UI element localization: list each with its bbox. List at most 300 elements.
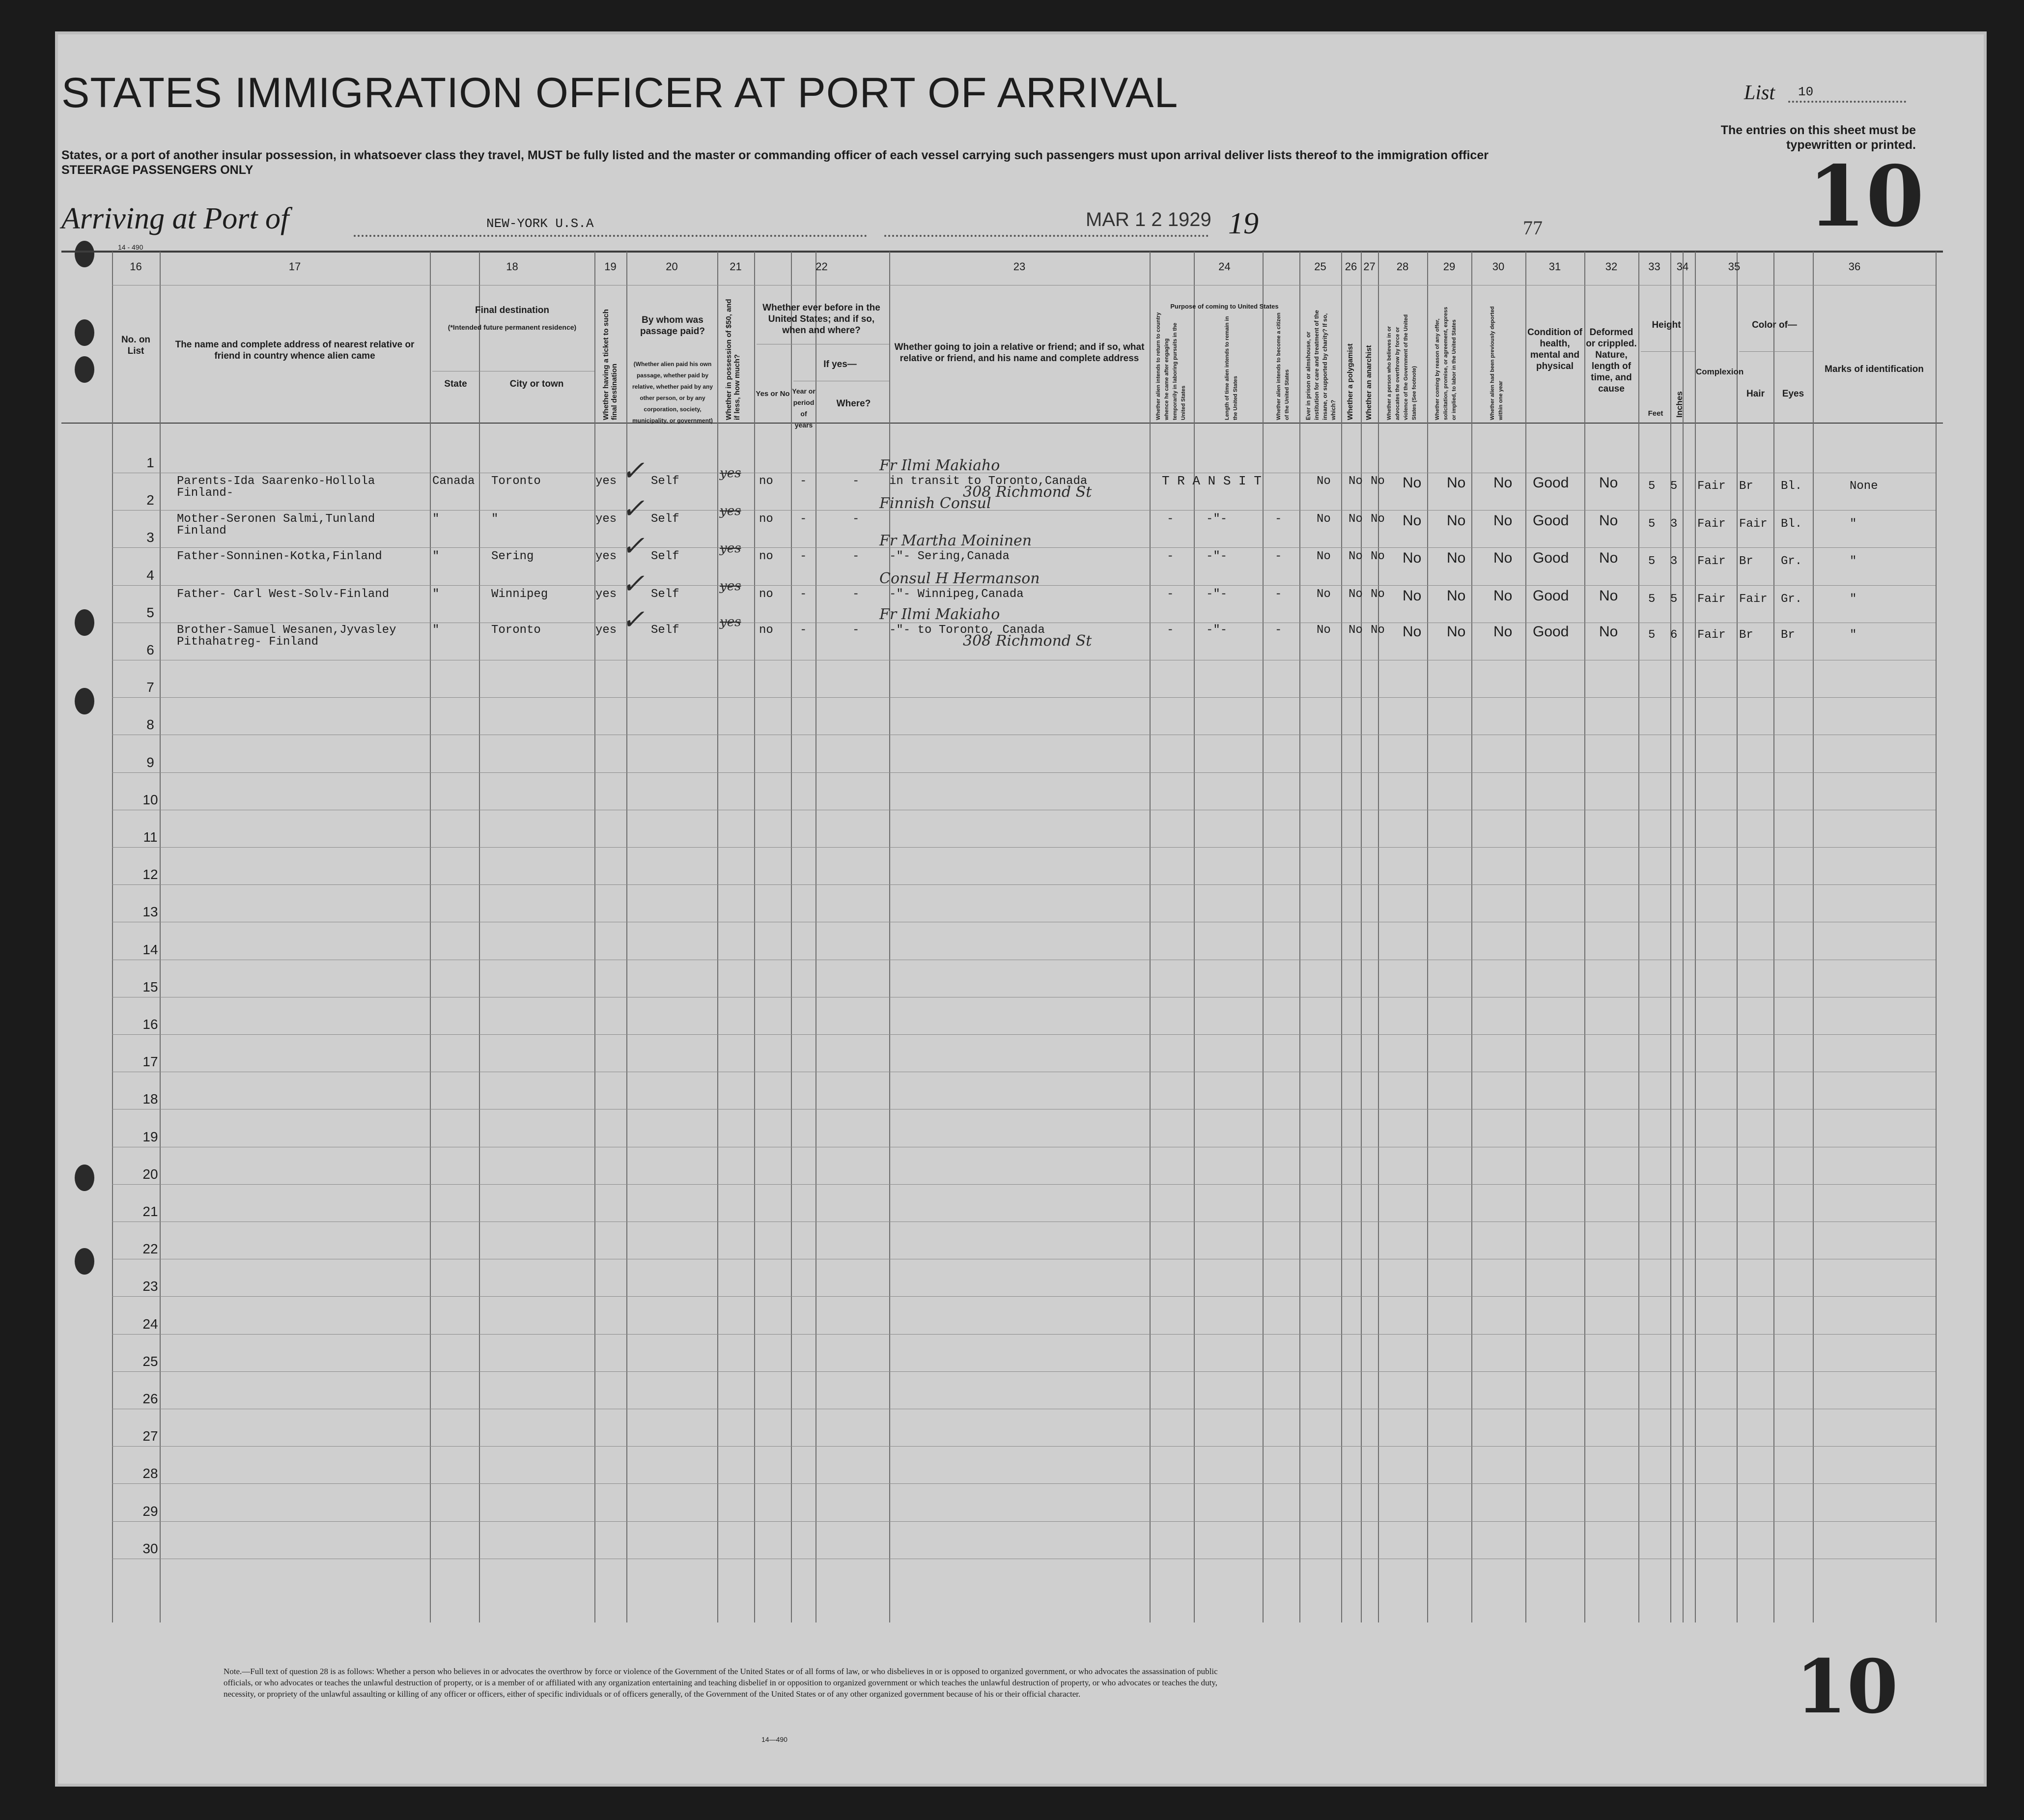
eye-color: Br — [1781, 628, 1795, 642]
column-number-25: 25 — [1314, 260, 1326, 273]
complexion-value: Fair — [1697, 480, 1726, 493]
join-relative-address: 308 Richmond St — [963, 632, 1092, 650]
port-of-arrival: NEW-YORK U.S.A — [486, 216, 594, 231]
row-number: 11 — [143, 829, 158, 845]
before-year: - — [800, 475, 807, 488]
row-number: 13 — [142, 904, 158, 919]
purpose-return: - — [1167, 550, 1174, 563]
caption-purpose-length: Length of time alien intends to remain in the United States — [1224, 316, 1238, 420]
checkmark-icon: ✓ — [621, 455, 645, 487]
destination-state: " — [432, 624, 440, 637]
before-year: - — [800, 588, 807, 601]
relative-address: Mother-Seronen Salmi,Tunland — [177, 512, 375, 526]
purpose-citizen: - — [1275, 588, 1282, 601]
before-where: - — [852, 512, 860, 526]
page-title: STATES IMMIGRATION OFFICER AT PORT OF ARRIVAL — [61, 69, 1179, 116]
caption-join-relative: Whether going to join a relative or friend; and if so, what relative or friend, and his name and complete address — [894, 342, 1145, 364]
checkmark-icon: ✓ — [621, 604, 645, 636]
column-number-21: 21 — [730, 260, 742, 273]
year-prefix: 19 — [1228, 207, 1259, 240]
column-number-23: 23 — [1013, 260, 1026, 273]
column-number-24: 24 — [1218, 260, 1231, 273]
row-number: 12 — [142, 867, 158, 882]
before-year: - — [800, 550, 807, 563]
row-number: 2 — [146, 492, 154, 508]
row-number: 3 — [146, 530, 154, 545]
sheet-number-stamp: 10 — [1808, 147, 1924, 246]
caption-nearest-relative: The name and complete address of nearest relative or friend in country whence alien came — [175, 340, 415, 361]
complexion-value: Fair — [1697, 517, 1726, 531]
table-header-rule — [61, 423, 1943, 424]
polygamist-value: No — [1349, 550, 1363, 563]
deported-value: No — [1493, 512, 1513, 529]
header-instructions: States, or a port of another insular possession, in whatsoever class they travel, MUST be fully listed and the master or commanding officer of each vessel carrying such passengers must upon arrival deliver lists thereof to the immigration officer — [61, 148, 1489, 162]
caption-fifty-dollars: Whether in possession of $50, and if less, how much? — [725, 299, 741, 420]
ticket-value: yes — [595, 475, 617, 488]
caption-year-period: Year or period of years — [792, 387, 815, 429]
before-in-us: no — [759, 624, 773, 637]
destination-city: Toronto — [491, 475, 541, 488]
list-number: 10 — [1798, 85, 1814, 99]
caption-color-of: Color of— — [1752, 320, 1797, 330]
column-rule — [1737, 252, 1738, 1622]
form-code: 14 - 490 — [118, 243, 143, 251]
passenger-class: STEERAGE PASSENGERS ONLY — [61, 163, 253, 177]
row-number: 5 — [146, 605, 154, 620]
row-number: 24 — [142, 1316, 158, 1332]
eye-color: Bl. — [1781, 517, 1802, 531]
polygamist-value: No — [1349, 624, 1363, 637]
deformed-value: No — [1599, 588, 1618, 604]
checkmark-icon: ✓ — [621, 530, 645, 562]
column-number-19: 19 — [604, 260, 617, 273]
column-rule — [1150, 252, 1151, 1622]
destination-state: " — [432, 512, 440, 526]
row-number: 29 — [142, 1504, 158, 1519]
column-rule — [1936, 252, 1937, 1622]
row-rule — [112, 884, 1936, 885]
column-number-33: 33 — [1648, 260, 1660, 273]
identification-marks: " — [1850, 517, 1857, 531]
caption-overthrow: Whether a person who believes in or advocates the overthrow by force or violence of the Government of the United States (See footnote) — [1386, 314, 1417, 420]
identification-marks: None — [1850, 480, 1878, 493]
table-top-rule — [61, 251, 1943, 253]
column-number-18: 18 — [506, 260, 518, 273]
row-number: 28 — [142, 1466, 158, 1481]
destination-state: " — [432, 550, 440, 563]
caption-marks: Marks of identification — [1825, 364, 1924, 374]
row-number: 17 — [142, 1054, 158, 1069]
column-number-35: 35 — [1728, 260, 1741, 273]
row-rule — [112, 1446, 1936, 1447]
caption-before-in-us: Whether ever before in the United States; and if so, when and where? — [762, 303, 880, 336]
join-relative-typed: -"- to Toronto, Canada — [889, 624, 1045, 637]
row-rule — [112, 1521, 1936, 1522]
before-in-us: no — [759, 588, 773, 601]
row-number: 23 — [142, 1279, 158, 1294]
column-number-22: 22 — [815, 260, 828, 273]
column-rule — [112, 252, 113, 1622]
money-value: yes — [720, 579, 741, 594]
caption-purpose-return: Whether alien intends to return to country whence he came after engaging temporarily in laboring pursuits in the United States — [1155, 312, 1186, 420]
passage-paid-by: Self — [651, 512, 679, 526]
checkmark-icon: ✓ — [621, 568, 645, 600]
height-feet: 5 — [1648, 517, 1656, 531]
join-relative-typed: -"- Winnipeg,Canada — [889, 588, 1024, 601]
caption-prison: Ever in prison or almshouse, or institution for care and treatment of the insane, or supported by charity? If so, which? — [1305, 310, 1337, 420]
before-in-us: no — [759, 550, 773, 563]
destination-city: Sering — [491, 550, 534, 563]
anarchist-value: No — [1371, 475, 1385, 488]
height-inches: 6 — [1670, 628, 1678, 642]
binder-hole — [75, 319, 94, 346]
caption-hair: Hair — [1746, 389, 1765, 399]
checkmark-icon: ✓ — [621, 493, 645, 525]
caption-labor-offer: Whether coming by reason of any offer, solicitation, promise, or agreement, express or implied, to labor in the United States — [1434, 307, 1457, 420]
column-number-34: 34 — [1676, 260, 1689, 273]
binder-hole — [75, 688, 94, 714]
deported-value: No — [1493, 624, 1513, 640]
year-handwritten: 77 — [1523, 217, 1543, 239]
caption-passage-paid: By whom was passage paid? — [640, 315, 705, 337]
advocate-value: No — [1403, 588, 1422, 604]
column-rule — [1471, 252, 1472, 1622]
height-feet: 5 — [1648, 593, 1656, 606]
row-number: 27 — [142, 1428, 158, 1444]
before-where: - — [852, 550, 860, 563]
destination-state: " — [432, 588, 440, 601]
join-relative-handwritten: Fr Ilmi Makiaho — [879, 606, 1000, 623]
labor-offer-value: No — [1447, 512, 1466, 529]
identification-marks: " — [1850, 628, 1857, 642]
destination-city: Winnipeg — [491, 588, 548, 601]
before-where: - — [852, 475, 860, 488]
purpose-length: -"- — [1206, 512, 1228, 526]
before-in-us: no — [759, 512, 773, 526]
advocate-value: No — [1403, 550, 1422, 566]
purpose-return: - — [1167, 512, 1174, 526]
relative-country: Finland — [177, 524, 226, 538]
hair-color: Br — [1739, 480, 1753, 493]
labor-offer-value: No — [1447, 588, 1466, 604]
purpose-length: -"- — [1206, 588, 1228, 601]
health-value: Good — [1533, 550, 1569, 566]
binder-hole — [75, 1165, 94, 1191]
eye-color: Gr. — [1781, 593, 1802, 606]
column-rule — [1584, 252, 1585, 1622]
money-value: yes — [720, 541, 741, 556]
row-rule — [112, 847, 1936, 848]
purpose-citizen: - — [1275, 512, 1282, 526]
join-relative-handwritten: Consul H Hermanson — [879, 570, 1040, 587]
advocate-value: No — [1403, 475, 1422, 491]
row-number: 7 — [146, 680, 154, 695]
anarchist-value: No — [1371, 588, 1385, 601]
health-value: Good — [1533, 624, 1569, 640]
row-number: 8 — [146, 717, 154, 732]
join-relative-address: 308 Richmond St — [963, 483, 1092, 501]
relative-country: Pithahatreg- Finland — [177, 635, 319, 649]
column-rule — [1773, 252, 1774, 1622]
hair-color: Fair — [1739, 593, 1768, 606]
date-stamp: MAR 1 2 1929 — [1086, 209, 1211, 230]
column-number-29: 29 — [1443, 260, 1456, 273]
date-underline — [884, 235, 1209, 237]
purpose-return: - — [1167, 588, 1174, 601]
before-year: - — [800, 624, 807, 637]
eye-color: Gr. — [1781, 555, 1802, 568]
caption-polygamist: Whether a polygamist — [1346, 343, 1354, 420]
prison-value: No — [1317, 588, 1331, 601]
row-number: 1 — [146, 455, 154, 470]
column-number-17: 17 — [288, 260, 301, 273]
destination-state: Canada — [432, 475, 475, 488]
form-code-bottom: 14—490 — [761, 1735, 787, 1743]
caption-yes-no: Yes or No — [756, 390, 790, 398]
column-number-20: 20 — [666, 260, 678, 273]
join-relative-handwritten: Finnish Consul — [879, 495, 991, 512]
binder-hole — [75, 609, 94, 636]
deported-value: No — [1493, 475, 1513, 491]
column-rule — [1361, 252, 1362, 1622]
caption-ticket: Whether having a ticket to such final destination — [602, 309, 618, 420]
before-year: - — [800, 512, 807, 526]
column-rule — [430, 252, 431, 1622]
row-number: 18 — [142, 1091, 158, 1107]
money-value: yes — [720, 615, 741, 629]
column-number-36: 36 — [1848, 260, 1861, 273]
money-value: yes — [720, 504, 741, 518]
caption-feet: Feet — [1648, 409, 1663, 418]
row-number: 6 — [146, 642, 154, 657]
purpose-return: - — [1167, 624, 1174, 637]
labor-offer-value: No — [1447, 550, 1466, 566]
row-number: 4 — [146, 568, 154, 583]
binder-hole — [75, 241, 94, 267]
list-underline — [1788, 101, 1906, 103]
column-rule — [1813, 252, 1814, 1622]
column-number-31: 31 — [1548, 260, 1561, 273]
caption-anarchist: Whether an anarchist — [1365, 345, 1373, 420]
deformed-value: No — [1599, 550, 1618, 566]
row-rule — [112, 1296, 1936, 1297]
typewritten-instruction: The entries on this sheet must be typewritten or printed. — [1720, 123, 1916, 152]
column-number-30: 30 — [1492, 260, 1505, 273]
row-rule — [112, 772, 1936, 773]
header-inner-rule — [1739, 351, 1813, 352]
caption-final-destination: Final destination — [475, 305, 549, 315]
relative-address: Father- Carl West-Solv-Finland — [177, 588, 390, 601]
identification-marks: " — [1850, 555, 1857, 568]
deported-value: No — [1493, 588, 1513, 604]
row-rule — [112, 1034, 1936, 1035]
row-number: 19 — [142, 1129, 158, 1144]
caption-where: Where? — [836, 398, 871, 409]
polygamist-value: No — [1349, 475, 1363, 488]
column-rule — [815, 252, 816, 1622]
row-number: 15 — [142, 979, 158, 995]
height-feet: 5 — [1648, 480, 1656, 493]
list-label: List — [1744, 82, 1775, 104]
caption-complexion: Complexion — [1696, 367, 1744, 376]
caption-final-destination-note: (*Intended future permanent residence) — [448, 323, 577, 331]
column-number-27: 27 — [1363, 260, 1376, 273]
health-value: Good — [1533, 588, 1569, 604]
labor-offer-value: No — [1447, 624, 1466, 640]
row-number: 21 — [142, 1204, 158, 1219]
before-where: - — [852, 624, 860, 637]
relative-address: Father-Sonninen-Kotka,Finland — [177, 550, 382, 563]
purpose-citizen: - — [1275, 550, 1282, 563]
join-relative-typed: in transit to Toronto,Canada — [889, 475, 1088, 488]
row-number: 16 — [142, 1017, 158, 1032]
caption-inches: Inches — [1675, 391, 1684, 418]
row-number: 9 — [146, 755, 154, 770]
complexion-value: Fair — [1697, 593, 1726, 606]
join-relative-handwritten: Fr Ilmi Makiaho — [879, 457, 1000, 474]
row-rule — [112, 697, 1936, 698]
arriving-label: Arriving at Port of — [61, 202, 289, 235]
column-number-26: 26 — [1345, 260, 1357, 273]
anarchist-value: No — [1371, 550, 1385, 563]
before-in-us: no — [759, 475, 773, 488]
column-rule — [1299, 252, 1300, 1622]
hair-color: Br — [1739, 555, 1753, 568]
row-rule — [112, 1371, 1936, 1372]
column-rule — [1194, 252, 1195, 1622]
labor-offer-value: No — [1447, 475, 1466, 491]
passage-paid-by: Self — [651, 475, 679, 488]
destination-city: " — [491, 512, 499, 526]
ticket-value: yes — [595, 550, 617, 563]
sheet-number-stamp-bottom: 10 — [1796, 1644, 1898, 1730]
join-relative-handwritten: Fr Martha Moininen — [879, 532, 1032, 549]
deformed-value: No — [1599, 475, 1618, 491]
height-feet: 5 — [1648, 628, 1656, 642]
caption-city: City or town — [509, 379, 564, 389]
caption-no-on-list: No. on List — [121, 335, 151, 356]
column-rule — [754, 252, 755, 1622]
destination-city: Toronto — [491, 624, 541, 637]
header-inner-rule — [1641, 351, 1695, 352]
advocate-value: No — [1403, 512, 1422, 529]
row-rule — [112, 1184, 1936, 1185]
advocate-value: No — [1403, 624, 1422, 640]
relative-country: Finland- — [177, 486, 234, 500]
purpose-length: -"- — [1206, 550, 1228, 563]
row-rule — [112, 510, 1936, 511]
anarchist-value: No — [1371, 512, 1385, 526]
caption-height: Height — [1652, 320, 1681, 330]
before-where: - — [852, 588, 860, 601]
complexion-value: Fair — [1697, 628, 1726, 642]
caption-deformed: Deformed or crippled. Nature, length of time, and cause — [1586, 327, 1637, 394]
column-number-28: 28 — [1396, 260, 1409, 273]
anarchist-value: No — [1371, 624, 1385, 637]
column-rule — [1695, 252, 1696, 1622]
column-rule — [1341, 252, 1342, 1622]
column-rule — [1683, 252, 1684, 1622]
column-rule — [717, 252, 718, 1622]
column-rule — [1638, 252, 1639, 1622]
eye-color: Bl. — [1781, 480, 1802, 493]
relative-address: Brother-Samuel Wesanen,Jyvasley — [177, 624, 396, 637]
binder-hole — [75, 1248, 94, 1275]
column-rule — [1378, 252, 1379, 1622]
purpose-citizen: - — [1275, 624, 1282, 637]
binder-hole — [75, 356, 94, 383]
caption-purpose-citizen: Whether alien intends to become a citizen of the United States — [1276, 313, 1290, 420]
row-number: 30 — [142, 1541, 158, 1556]
height-inches: 3 — [1670, 517, 1678, 531]
purpose-length: -"- — [1206, 624, 1228, 637]
row-number: 25 — [142, 1354, 158, 1369]
column-rule — [1427, 252, 1428, 1622]
row-number: 14 — [142, 942, 158, 957]
caption-deported: Whether alien had been previously deported within one year — [1490, 306, 1504, 420]
row-rule — [112, 1483, 1936, 1484]
ticket-value: yes — [595, 588, 617, 601]
join-relative-typed: -"- Sering,Canada — [889, 550, 1010, 563]
caption-passage-note: (Whether alien paid his own passage, whether paid by relative, whether paid by any other person, or by any corporation, society, municipality, or government) — [632, 361, 713, 424]
caption-state: State — [444, 379, 467, 389]
height-inches: 5 — [1670, 480, 1678, 493]
row-rule — [112, 1334, 1936, 1335]
money-value: yes — [720, 466, 741, 481]
caption-health: Condition of health, mental and physical — [1527, 327, 1582, 371]
row-number: 20 — [142, 1166, 158, 1182]
column-rule — [479, 252, 480, 1622]
column-number-32: 32 — [1605, 260, 1618, 273]
ticket-value: yes — [595, 512, 617, 526]
column-rule — [1525, 252, 1526, 1622]
passage-paid-by: Self — [651, 624, 679, 637]
polygamist-value: No — [1349, 512, 1363, 526]
height-inches: 5 — [1670, 593, 1678, 606]
height-inches: 3 — [1670, 555, 1678, 568]
prison-value: No — [1317, 550, 1331, 563]
ticket-value: yes — [595, 624, 617, 637]
column-rule — [1670, 252, 1671, 1622]
row-number: 22 — [142, 1241, 158, 1256]
prison-value: No — [1317, 512, 1331, 526]
complexion-value: Fair — [1697, 555, 1726, 568]
relative-address: Parents-Ida Saarenko-Hollola — [177, 475, 375, 488]
polygamist-value: No — [1349, 588, 1363, 601]
purpose-transit: T R A N S I T — [1162, 474, 1262, 488]
deformed-value: No — [1599, 624, 1618, 640]
prison-value: No — [1317, 624, 1331, 637]
prison-value: No — [1317, 475, 1331, 488]
row-number: 26 — [142, 1391, 158, 1406]
deformed-value: No — [1599, 512, 1618, 529]
port-underline — [354, 235, 867, 237]
health-value: Good — [1533, 512, 1569, 529]
height-feet: 5 — [1648, 555, 1656, 568]
passage-paid-by: Self — [651, 588, 679, 601]
caption-if-yes: If yes— — [823, 359, 857, 370]
column-rule — [791, 252, 792, 1622]
hair-color: Fair — [1739, 517, 1768, 531]
hair-color: Br — [1739, 628, 1753, 642]
column-number-16: 16 — [130, 260, 142, 273]
column-rule — [594, 252, 595, 1622]
health-value: Good — [1533, 475, 1569, 491]
row-number: 10 — [142, 792, 158, 807]
passage-paid-by: Self — [651, 550, 679, 563]
caption-eyes: Eyes — [1782, 389, 1804, 399]
footnote: Note.—Full text of question 28 is as follows: Whether a person who believes in or advocates the overthrow by force or violence of the Government of the United States or of all forms of law, or who disbelieves in or is opposed to organized government, or who advocates the assassination of public officials, or who advocates or teaches the unlawful destruction of property, or is a member of or affiliated with any organization entertaining and teaching disbelief in or opposition to organized government or which teaches the unlawful destruction of property, or who advocates or teaches the duty, necessity, or propriety of the unlawful assaulting or killing of any officer or officers, either of specific individuals or of officers generally, of the Government of the United States or of any other organized government because of his or their official character. — [224, 1667, 1218, 1699]
